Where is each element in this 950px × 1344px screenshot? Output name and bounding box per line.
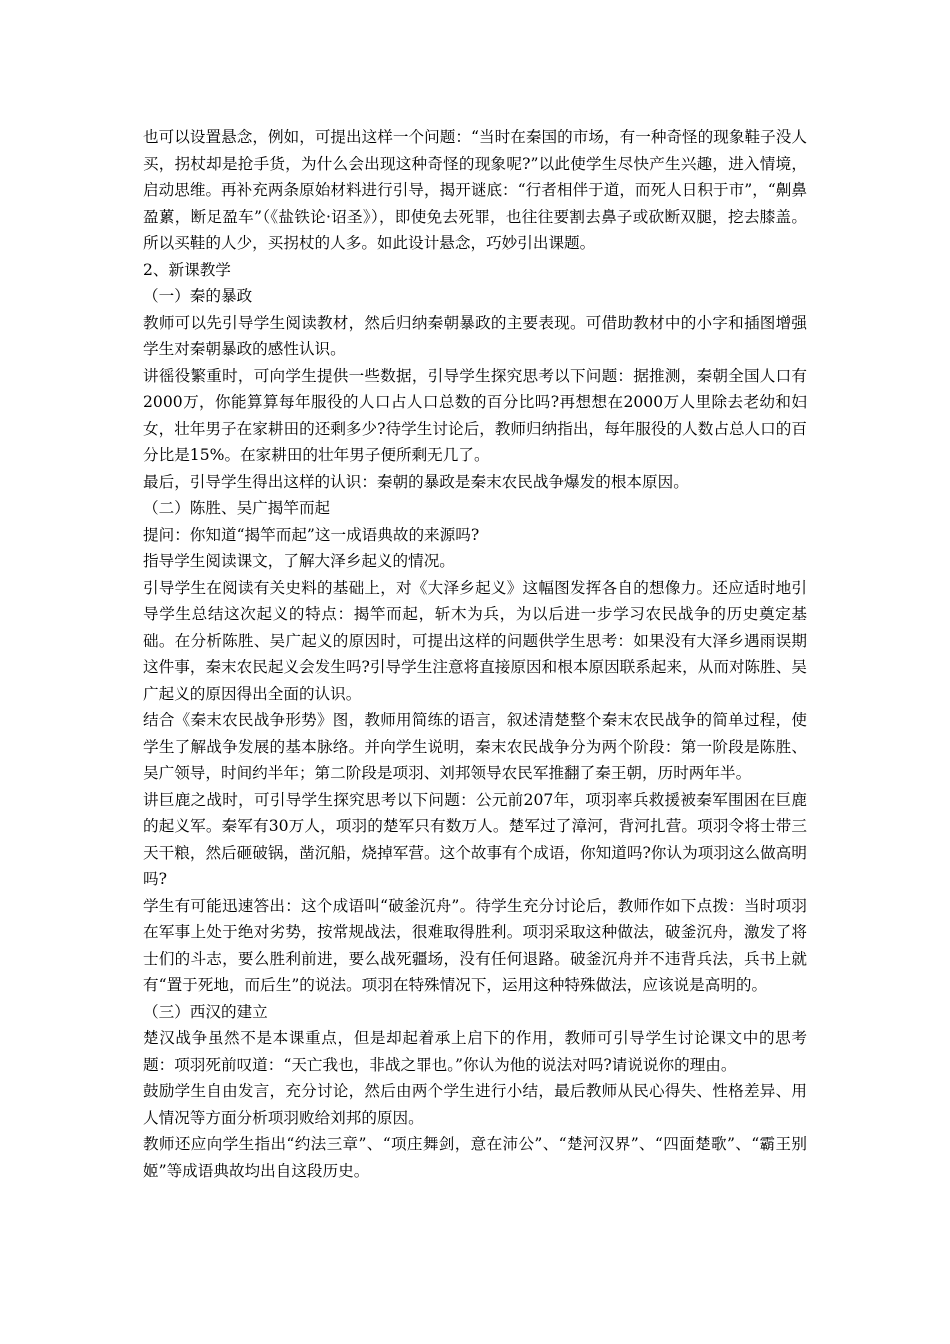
section-heading-new-lesson: 2、新课教学 — [143, 260, 231, 279]
intro-suspense-paragraph: 也可以设置悬念，例如，可提出这样一个问题：“当时在秦国的市场，有一种奇怪的现象鞋子没人买，拐杖却是抢手货，为什么会出现这种奇怪的现象呢?”以此使学生尽快产生兴趣，进入情境，启动思维。再补充两条原始材料进行引导，揭开谜底：“行者相伴于道，而死人日积于市”，“劓鼻盈蔂，断足盈车”（《盐铁论·诏圣》），即使免去死罪，也往往要割去鼻子或砍断双腿，挖去膝盖。所以买鞋的人少，买拐杖的人多。如此设计悬念，巧妙引出课题。 — [143, 128, 807, 252]
paragraph-tyranny-overview: 教师可以先引导学生阅读教材，然后归纳秦朝暴政的主要表现。可借助教材中的小字和插图增强学生对秦朝暴政的感性认识。 — [143, 313, 807, 358]
paragraph-idioms: 教师还应向学生指出“约法三章”、“项庄舞剑，意在沛公”、“楚河汉界”、“四面楚歌”、“霸王别姬”等成语典故均出自这段历史。 — [143, 1135, 807, 1180]
subheading-qin-tyranny: （一）秦的暴政 — [143, 287, 253, 305]
subheading-western-han: （三）西汉的建立 — [143, 1002, 268, 1021]
paragraph-pofu-chenzhou: 学生有可能迅速答出：这个成语叫“破釜沉舟”。待学生充分讨论后，教师作如下点拨：当时项羽在军事上处于绝对劣势，按常规战法，很难取得胜利。项羽采取这种做法，破釜沉舟，激发了将士们的斗志，要么胜利前进，要么战死疆场，没有任何退路。破釜沉舟并不违背兵法，兵书上就有“置于死地，而后生”的说法。项羽在特殊情况下，运用这种特殊做法，应该说是高明的。 — [143, 896, 807, 994]
document-page — [143, 124, 807, 1184]
subheading-chen-wu-uprising: （二）陈胜、吴广揭竿而起 — [143, 499, 331, 517]
paragraph-discussion: 鼓励学生自由发言，充分讨论，然后由两个学生进行小结，最后教师从民心得失、性格差异、用人情况等方面分析项羽败给刘邦的原因。 — [143, 1082, 807, 1127]
paragraph-corvee-data: 讲徭役繁重时，可向学生提供一些数据，引导学生探究思考以下问题：据推测，秦朝全国人口有2000万，你能算算每年服役的人口占人口总数的百分比吗?再想想在2000万人里除去老幼和妇女，壮年男子在家耕田的还剩多少?待学生讨论后，教师归纳指出，每年服役的人数占总人口的百分比是15%。在家耕田的壮年男子便所剩无几了。 — [143, 366, 807, 464]
paragraph-julu-battle: 讲巨鹿之战时，可引导学生探究思考以下问题：公元前207年，项羽率兵救援被秦军围困在巨鹿的起义军。秦军有30万人，项羽的楚军只有数万人。楚军过了漳河，背河扎营。项羽令将士带三天干粮，然后砸破锅，凿沉船，烧掉军营。这个故事有个成语，你知道吗?你认为项羽这么做高明吗? — [143, 790, 807, 888]
paragraph-dazexiang-analysis: 引导学生在阅读有关史料的基础上，对《大泽乡起义》这幅图发挥各自的想像力。还应适时地引导学生总结这次起义的特点：揭竿而起，斩木为兵，为以后进一步学习农民战争的历史奠定基础。在分析陈胜、吴广起义的原因时，可提出这样的问题供学生思考：如果没有大泽乡遇雨误期这件事，秦末农民起义会发生吗?引导学生注意将直接原因和根本原因联系起来，从而对陈胜、吴广起义的原因得出全面的认识。 — [143, 578, 807, 703]
paragraph-chu-han-war: 楚汉战争虽然不是本课重点，但是却起着承上启下的作用，教师可引导学生讨论课文中的思考题：项羽死前叹道：“天亡我也，非战之罪也。”你认为他的说法对吗?请说说你的理由。 — [143, 1029, 807, 1074]
paragraph-reading-guidance: 指导学生阅读课文，了解大泽乡起义的情况。 — [143, 552, 455, 570]
paragraph-war-process: 结合《秦末农民战争形势》图，教师用简练的语言，叙述清楚整个秦末农民战争的简单过程，使学生了解战争发展的基本脉络。并向学生说明，秦末农民战争分为两个阶段：第一阶段是陈胜、吴广领导，时间约半年；第二阶段是项羽、刘邦领导农民军推翻了秦王朝，历时两年半。 — [143, 711, 807, 782]
paragraph-question-idiom: 提问：你知道“揭竿而起”这一成语典故的来源吗? — [143, 525, 480, 544]
paragraph-tyranny-conclusion: 最后，引导学生得出这样的认识：秦朝的暴政是秦末农民战争爆发的根本原因。 — [143, 472, 689, 491]
